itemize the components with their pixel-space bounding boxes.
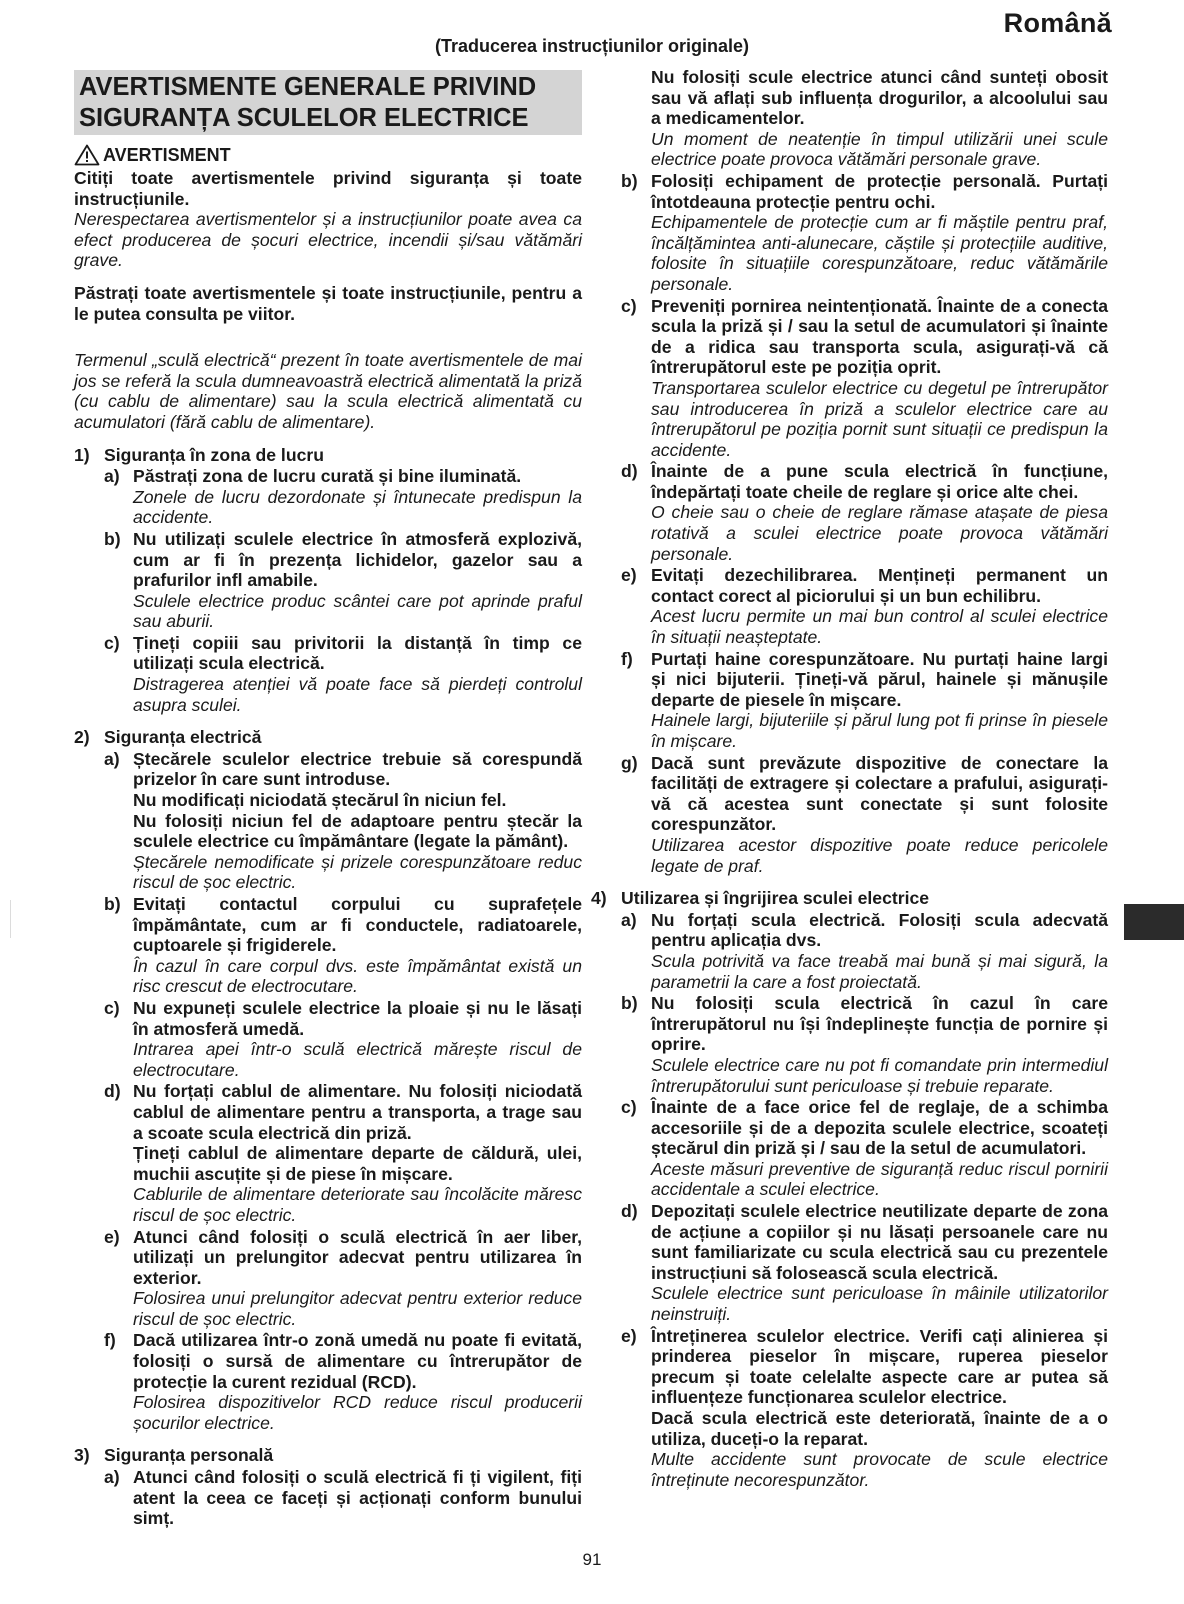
item-bold: Păstrați zona de lucru curată și bine iluminată. [133, 466, 522, 487]
item-italic: Un moment de neatenție în timpul utilizării unei scule electrice poate provoca vătămări personale grave. [651, 128, 1108, 170]
item-bold: Ștecărele sculelor electrice trebuie să corespundă prizelor în care sunt introduse. [133, 748, 582, 790]
item-bold: Nu forțați cablul de alimentare. Nu folosiți niciodată cablul de alimentare pentru a transporta, a trage sau a scoate scula electrică din priză. [133, 1081, 582, 1143]
list-item [606, 461, 1108, 564]
item-letter: f) [621, 648, 633, 669]
heading-line-2: SIGURANȚA SCULELOR ELECTRICE [79, 104, 529, 132]
section-title: Siguranța personală [104, 1445, 274, 1466]
item-italic: Hainele largi, bijuteriile și părul lung pot fi prinse în piesele în mișcare. [651, 710, 1108, 751]
item-bold: Atunci când folosiți o sculă electrică fi ți vigilent, fiți atent la ceea ce faceți și acționați conform bunului simț. [133, 1467, 582, 1529]
item-bold: Nu folosiți niciun fel de adaptoare pentru ștecăr la sculele electrice cu împământare (legate la pământ). [133, 810, 582, 852]
item-italic: Folosirea dispozitivelor RCD reduce riscul producerii șocurilor electrice. [133, 1392, 582, 1433]
item-bold: Dacă sunt prevăzute dispozitive de conectare la facilități de extragere și colectare a prafului, asigurați-vă că acestea sunt conectate și sunt folosite corespunzător. [651, 752, 1108, 835]
warning-triangle-icon [74, 144, 100, 166]
item-letter: c) [104, 632, 120, 653]
item-letter: c) [621, 295, 637, 316]
section-heading [74, 70, 582, 135]
item-letter: d) [104, 1081, 121, 1102]
list-item [606, 1201, 1108, 1325]
item-italic: Echipamentele de protecție cum ar fi măștile pentru praf, încălțămintea anti-alunecare, căștile și protecțiile auditive, folosite în situațiile corespunzătoare, reduc vătămările personale. [651, 212, 1108, 294]
item-italic: Sculele electrice sunt periculoase în mâinile utilizatorilor neinstruiți. [651, 1283, 1108, 1325]
list-item [74, 1330, 582, 1433]
item-bold: Atunci când folosiți o sculă electrică în aer liber, utilizați un prelungitor adecvat pentru utilizarea în exterior. [133, 1226, 582, 1288]
item-letter: e) [104, 1226, 120, 1247]
list-item [74, 998, 582, 1080]
item-letter: c) [621, 1097, 637, 1118]
item-letter: a) [104, 1467, 120, 1488]
item-indent [606, 67, 651, 170]
section-number: 2) [74, 727, 90, 748]
item-bold: Țineți cablul de alimentare departe de căldură, ulei, muchii ascuțite și de piese în mișcare. [133, 1143, 582, 1184]
item-letter: b) [104, 894, 121, 914]
item-letter: d) [621, 1201, 638, 1222]
section-title: Siguranța în zona de lucru [104, 444, 324, 465]
item-italic: Zonele de lucru dezordonate și întunecate predispun la accidente. [133, 486, 582, 528]
item-bold: Evitați contactul corpului cu suprafețele împământate, cum ar fi conductele, radiatoarele, cuptoarele și frigiderele. [133, 894, 582, 956]
item-letter: e) [621, 565, 637, 586]
section-2-title [74, 727, 582, 748]
section-number: 3) [74, 1445, 90, 1466]
translation-note: (Traducerea instrucțiunilor originale) [434, 36, 750, 56]
list-item [606, 649, 1108, 752]
list-item [606, 1097, 1108, 1200]
item-bold: Preveniți pornirea neintenționată. Înainte de a conecta scula la priză și / sau la setul de acumulatori și înainte de a ridica sau transporta scula, asigurați-vă că întrerupătorul este pe poziția oprit. [651, 295, 1108, 378]
item-bold: Dacă scula electrică este deteriorată, înainte de a o utiliza, duceți-o la reparat. [651, 1408, 1108, 1449]
item-letter: a) [104, 466, 120, 487]
item-italic: Sculele electrice produc scântei care pot aprinde praful sau aburii. [133, 590, 582, 632]
item-italic: Utilizarea acestor dispozitive poate reduce pericolele legate de praf. [651, 834, 1108, 876]
item-letter: d) [621, 461, 638, 482]
list-item [74, 466, 582, 528]
language-label: Română [1003, 8, 1112, 38]
item-italic: Sculele electrice care nu pot fi comandate prin intermediul întrerupătorului sunt periculoase și trebuie reparate. [651, 1054, 1108, 1096]
list-item [606, 1326, 1108, 1491]
left-column [74, 66, 582, 1529]
list-item [606, 910, 1108, 992]
item-italic: Intrarea apei într-o sculă electrică mărește riscul de electrocutare. [133, 1039, 582, 1080]
item-italic: Aceste măsuri preventive de siguranță reduc riscul pornirii accidentale a sculei electrice. [651, 1158, 1108, 1200]
item-bold: Țineți copiii sau privitorii la distanță în timp ce utilizați scula electrică. [133, 632, 582, 674]
item-bold: Înainte de a face orice fel de reglaje, de a schimba accesoriile și de a depozita sculele electrice, scoateți ștecărul din priză și / sau de la setul de acumulatori. [651, 1097, 1108, 1159]
item-bold: Dacă utilizarea într-o zonă umedă nu poate fi evitată, folosiți o sursă de alimentare cu întrerupător de protecție la curent rezidual (RCD). [133, 1330, 582, 1392]
item-letter: e) [621, 1325, 637, 1346]
item-bold: Nu modificați niciodată ștecărul în niciun fel. [133, 790, 507, 811]
item-bold: Nu folosiți scule electrice atunci când sunteți obosit sau vă aflați sub influența drogurilor, a alcoolului sau a medicamentelor. [651, 67, 1108, 129]
item-italic: O cheie sau o cheie de reglare rămase atașate de piesa rotativă a sculei electrice poate provoca vătămări personale. [651, 502, 1108, 564]
page-number: 91 [582, 1550, 602, 1569]
item-italic: Transportarea sculelor electrice cu degetul pe întrerupător sau introducerea în priză a sculelor electrice care au întrerupătorul pe poziția pornit sunt situații ce predispun la accidente. [651, 377, 1108, 460]
keep-instructions: Păstrați toate avertismentele și toate instrucțiunile, pentru a le putea consulta pe viitor. [74, 282, 582, 324]
list-item [606, 67, 1108, 170]
section-4-title [591, 888, 1108, 909]
item-letter: a) [104, 748, 120, 769]
list-item [74, 1227, 582, 1330]
item-letter: b) [621, 993, 638, 1014]
list-item [606, 296, 1108, 461]
item-bold: Nu folosiți scula electrică în cazul în care întrerupătorul nu își îndeplinește funcția de pornire și oprire. [651, 993, 1108, 1055]
language-thumb-tab [1124, 904, 1184, 940]
item-letter: a) [621, 909, 637, 930]
section-number: 1) [74, 444, 90, 465]
item-bold: Nu expuneți sculele electrice la ploaie și nu le lăsați în atmosferă umedă. [133, 997, 582, 1039]
list-item [74, 1467, 582, 1529]
item-letter: b) [104, 528, 121, 549]
intro-italic: Nerespectarea avertismentelor și a instrucțiunilor poate avea ca efect producerea de șocuri electrice, incendii și/sau vătămări grave. [74, 209, 582, 271]
item-bold: Folosiți echipament de protecție personală. Purtați întotdeauna protecție pentru ochi. [651, 170, 1108, 212]
list-item [74, 894, 582, 997]
item-bold: Înainte de a pune scula electrică în funcțiune, îndepărtați toate cheile de reglare și orice alte chei. [651, 461, 1108, 502]
section-title: Siguranța electrică [104, 727, 262, 748]
item-bold: Nu utilizați sculele electrice în atmosferă explozivă, cum ar fi în prezența lichidelor, gazelor sau a prafurilor infl amabile. [133, 528, 582, 591]
term-definition: Termenul „sculă electrică“ prezent în toate avertismentele de mai jos se referă la scula dumneavoastră electrică alimentată la priză (cu cablu de alimentare) sau la scula electrică alimentată cu acumulatori (fără cablu de alimentare). [74, 350, 582, 432]
item-italic: Ștecărele nemodificate și prizele corespunzătoare reduc riscul de șoc electric. [133, 851, 582, 893]
item-italic: Cablurile de alimentare deteriorate sau încolăcite măresc riscul de șoc electric. [133, 1184, 582, 1225]
list-item [74, 529, 582, 632]
warning-label: AVERTISMENT [103, 144, 231, 165]
item-italic: Acest lucru permite un mai bun control al sculei electrice în situații neașteptate. [651, 606, 1108, 648]
item-italic: Folosirea unui prelungitor adecvat pentru exterior reduce riscul de șoc electric. [133, 1288, 582, 1329]
list-item [606, 993, 1108, 1096]
section-title: Utilizarea și îngrijirea sculei electrice [621, 888, 930, 909]
item-italic: În cazul în care corpul dvs. este împământat există un risc crescut de electrocutare. [133, 955, 582, 997]
item-letter: f) [104, 1330, 116, 1351]
item-letter: b) [621, 170, 638, 191]
list-item [74, 1081, 582, 1225]
right-column [591, 66, 1108, 1490]
item-bold: Întreținerea sculelor electrice. Verifi cați alinierea și prinderea pieselor în mișcare, ruperea pieselor precum și toate celelalte aspecte care ar putea să influențeze funcționarea sculelor electrice. [651, 1325, 1108, 1408]
item-italic: Multe accidente sunt provocate de scule electrice întreținute necorespunzător. [651, 1449, 1108, 1490]
heading-line-1: AVERTISMENTE GENERALE PRIVIND [79, 73, 537, 101]
list-item [74, 749, 582, 893]
item-letter: g) [621, 752, 638, 773]
section-1-title [74, 445, 582, 466]
item-italic: Distragerea atenției vă poate face să pierdeți controlul asupra sculei. [133, 674, 582, 715]
intro-bold: Citiți toate avertismentele privind siguranța și toate instrucțiunile. [74, 168, 582, 209]
item-bold: Evitați dezechilibrarea. Mențineți permanent un contact corect al piciorului și un bun echilibru. [651, 565, 1108, 606]
list-item [606, 753, 1108, 877]
item-italic: Scula potrivită va face treabă mai bună și mai sigură, la parametrii la care a fost proiectată. [651, 950, 1108, 992]
list-item [606, 565, 1108, 647]
section-number: 4) [591, 888, 607, 909]
warning-label-row [74, 144, 582, 166]
scan-edge-mark [10, 900, 11, 938]
list-item [74, 633, 582, 715]
section-3-title [74, 1445, 582, 1466]
item-bold: Depozitați sculele electrice neutilizate departe de zona de acțiune a copiilor și nu lăsați persoanele care nu sunt familiarizate cu scula electrică sau cu prezentele instrucțiuni să folosească scula electrică. [651, 1201, 1108, 1283]
item-bold: Nu forțați scula electrică. Folosiți scula adecvată pentru aplicația dvs. [651, 909, 1108, 951]
item-bold: Purtați haine corespunzătoare. Nu purtați haine largi și nici bijuterii. Țineți-vă părul, hainele și mănușile departe de piesele în mișcare. [651, 648, 1108, 710]
list-item [606, 171, 1108, 295]
item-letter: c) [104, 997, 120, 1018]
